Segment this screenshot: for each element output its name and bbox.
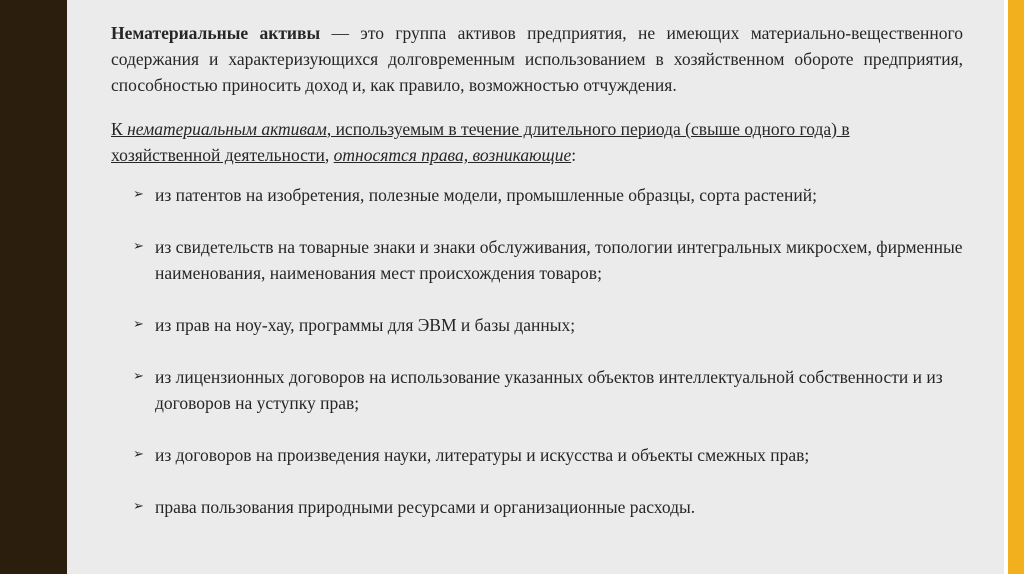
list-item-text: из патентов на изобретения, полезные модели, промышленные образцы, сорта растений; (155, 185, 817, 205)
right-accent-stripe (1008, 0, 1024, 574)
intro-part-5: относятся права, возникающие (333, 145, 572, 165)
rights-list (111, 182, 963, 520)
list-item-text: из свидетельств на товарные знаки и знаки обслуживания, топологии интегральных микросхем, фирменные наименования, наименования мест происхождения товаров; (155, 237, 963, 283)
intro-part-2: нематериальным активам (127, 119, 327, 139)
arrowhead-bullet-icon: ➢ (133, 239, 144, 254)
list-item (111, 234, 963, 286)
intro-part-1: К (111, 119, 128, 139)
list-item-text: права пользования природными ресурсами и организационные расходы. (155, 497, 696, 517)
arrowhead-bullet-icon: ➢ (133, 447, 144, 462)
intro-part-3: , используемым в течение длительного периода (свыше одного года) в хозяйственной деятельности (111, 119, 850, 165)
list-item (111, 312, 963, 338)
list-item-text: из договоров на произведения науки, литературы и искусства и объекты смежных прав; (155, 445, 810, 465)
list-item-text: из прав на ноу-хау, программы для ЭВМ и базы данных; (155, 315, 576, 335)
definition-paragraph (111, 20, 963, 98)
list-item-text: из лицензионных договоров на использование указанных объектов интеллектуальной собственности и из договоров на уступку прав; (155, 367, 943, 413)
text-area (111, 20, 963, 520)
definition-text: — это группа активов предприятия, не имеющих материально-вещественного содержания и характеризующихся долговременным использованием в хозяйственном обороте предприятия, способностью приносить доход и, как правило, возможностью отчуждения. (111, 23, 964, 95)
list-item (111, 494, 963, 520)
definition-term: Нематериальные активы (111, 23, 321, 43)
intro-part-4: , (324, 145, 334, 165)
arrowhead-bullet-icon: ➢ (133, 499, 144, 514)
intro-paragraph (111, 116, 963, 168)
list-item (111, 182, 963, 208)
arrowhead-bullet-icon: ➢ (133, 317, 144, 332)
arrowhead-bullet-icon: ➢ (133, 369, 144, 384)
arrowhead-bullet-icon: ➢ (133, 187, 144, 202)
list-item (111, 442, 963, 468)
intro-part-6: : (571, 145, 577, 165)
list-item (111, 364, 963, 416)
